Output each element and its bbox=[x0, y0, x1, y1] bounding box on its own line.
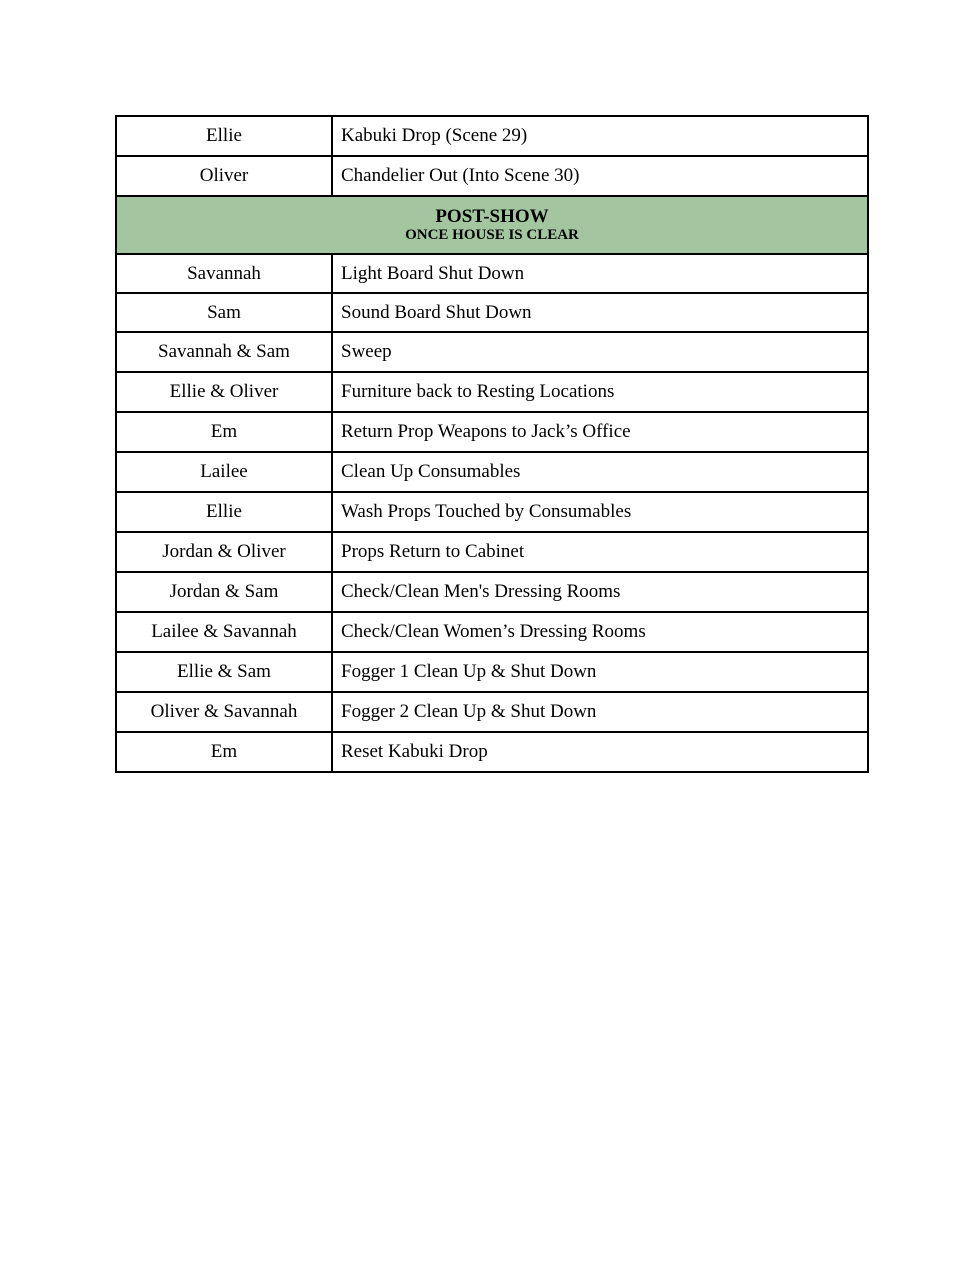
crew-name-cell: Ellie & Sam bbox=[116, 652, 332, 692]
task-cell: Return Prop Weapons to Jack’s Office bbox=[332, 412, 868, 452]
crew-assignment-table bbox=[115, 115, 869, 773]
crew-name-cell: Ellie bbox=[116, 492, 332, 532]
task-cell: Light Board Shut Down bbox=[332, 254, 868, 293]
crew-name-cell: Oliver & Savannah bbox=[116, 692, 332, 732]
crew-name-cell: Lailee & Savannah bbox=[116, 612, 332, 652]
table-row bbox=[116, 692, 868, 732]
task-cell: Clean Up Consumables bbox=[332, 452, 868, 492]
table-row bbox=[116, 452, 868, 492]
table-row bbox=[116, 412, 868, 452]
table-row bbox=[116, 372, 868, 412]
table-row bbox=[116, 254, 868, 293]
table-row bbox=[116, 156, 868, 196]
task-cell: Check/Clean Men's Dressing Rooms bbox=[332, 572, 868, 612]
table-row bbox=[116, 532, 868, 572]
table-row bbox=[116, 732, 868, 772]
table-row bbox=[116, 293, 868, 332]
table-row bbox=[116, 116, 868, 156]
task-cell: Sweep bbox=[332, 332, 868, 372]
table-row bbox=[116, 612, 868, 652]
task-cell: Fogger 2 Clean Up & Shut Down bbox=[332, 692, 868, 732]
task-cell: Kabuki Drop (Scene 29) bbox=[332, 116, 868, 156]
crew-name-cell: Oliver bbox=[116, 156, 332, 196]
section-subtitle: ONCE HOUSE IS CLEAR bbox=[405, 226, 579, 243]
section-title: POST-SHOW bbox=[435, 205, 549, 227]
crew-name-cell: Lailee bbox=[116, 452, 332, 492]
crew-name-cell: Sam bbox=[116, 293, 332, 332]
table-row bbox=[116, 572, 868, 612]
crew-name-cell: Ellie bbox=[116, 116, 332, 156]
task-cell: Props Return to Cabinet bbox=[332, 532, 868, 572]
task-cell: Furniture back to Resting Locations bbox=[332, 372, 868, 412]
crew-name-cell: Jordan & Sam bbox=[116, 572, 332, 612]
task-cell: Check/Clean Women’s Dressing Rooms bbox=[332, 612, 868, 652]
table-row bbox=[116, 652, 868, 692]
task-cell: Wash Props Touched by Consumables bbox=[332, 492, 868, 532]
crew-name-cell: Ellie & Oliver bbox=[116, 372, 332, 412]
crew-name-cell: Em bbox=[116, 732, 332, 772]
crew-name-cell: Jordan & Oliver bbox=[116, 532, 332, 572]
crew-name-cell: Em bbox=[116, 412, 332, 452]
crew-name-cell: Savannah bbox=[116, 254, 332, 293]
section-header-cell bbox=[116, 196, 868, 254]
task-cell: Chandelier Out (Into Scene 30) bbox=[332, 156, 868, 196]
table-row bbox=[116, 332, 868, 372]
task-cell: Sound Board Shut Down bbox=[332, 293, 868, 332]
task-cell: Fogger 1 Clean Up & Shut Down bbox=[332, 652, 868, 692]
section-header-row bbox=[116, 196, 868, 254]
table-row bbox=[116, 492, 868, 532]
crew-name-cell: Savannah & Sam bbox=[116, 332, 332, 372]
task-cell: Reset Kabuki Drop bbox=[332, 732, 868, 772]
